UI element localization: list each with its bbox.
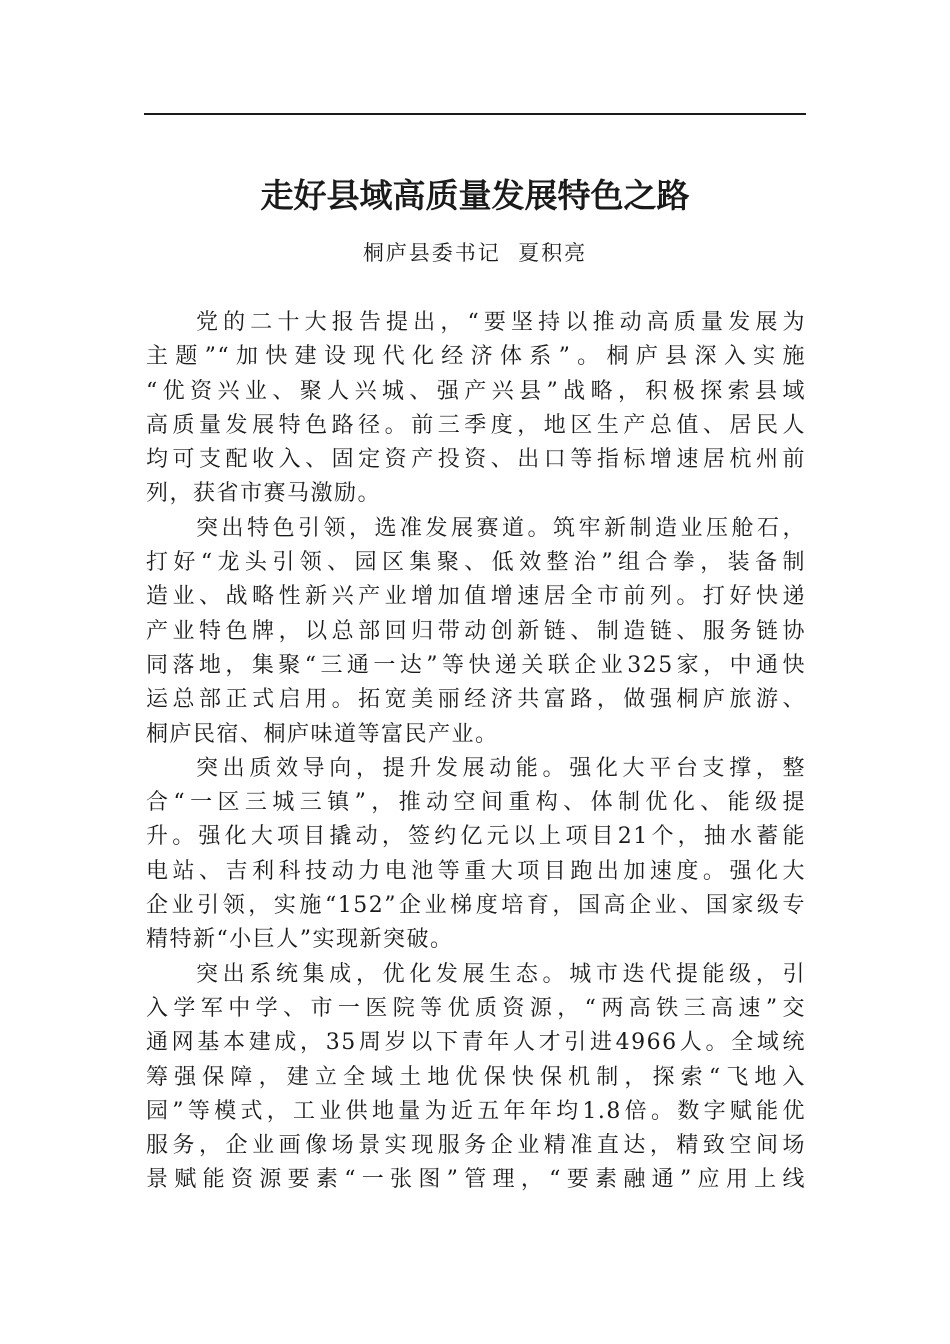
text-line: 入学军中学、市一医院等优质资源，“两高铁三高速”交 (146, 995, 806, 1021)
paragraph-4 (146, 958, 806, 1198)
article-body (146, 306, 806, 1198)
article-title: 走好县域高质量发展特色之路 (260, 176, 690, 215)
text-line: 升。强化大项目撬动，签约亿元以上项目21个，抽水蓄能 (146, 824, 806, 850)
text-line: 精特新“小巨人”实现新突破。 (146, 927, 454, 953)
paragraph-3 (146, 752, 806, 958)
text-line: 园”等模式，工业供地量为近五年年均1.8倍。数字赋能优 (146, 1098, 806, 1124)
paragraph-1 (146, 306, 806, 512)
text-line: 高质量发展特色路径。前三季度，地区生产总值、居民人 (146, 412, 806, 438)
text-line: 筹强保障，建立全域土地优保快保机制，探索“飞地入 (146, 1064, 806, 1090)
text-line: 党的二十大报告提出，“要坚持以推动高质量发展为 (196, 310, 806, 335)
text-line: 同落地，集聚“三通一达”等快递关联企业325家，中通快 (146, 652, 806, 678)
text-line: 服务，企业画像场景实现服务企业精准直达，精致空间场 (146, 1133, 806, 1159)
text-line: 造业、战略性新兴产业增加值增速居全市前列。打好快递 (146, 584, 806, 610)
header-rule (144, 113, 806, 115)
text-line: 产业特色牌，以总部回归带动创新链、制造链、服务链协 (146, 618, 806, 644)
text-line: 合“一区三城三镇”，推动空间重构、体制优化、能级提 (146, 790, 806, 816)
text-line: 突出系统集成，优化发展生态。城市迭代提能级，引 (196, 961, 806, 987)
text-line: 突出质效导向，提升发展动能。强化大平台支撑，整 (196, 755, 806, 781)
text-line: 突出特色引领，选准发展赛道。筑牢新制造业压舱石， (196, 515, 806, 541)
text-line: 均可支配收入、固定资产投资、出口等指标增速居杭州前 (146, 447, 806, 473)
text-line: 主题”“加快建设现代化经济体系”。桐庐县深入实施 (146, 344, 806, 370)
text-line: 打好“龙头引领、园区集聚、低效整治”组合拳，装备制 (146, 550, 806, 576)
text-line: 电站、吉利科技动力电池等重大项目跑出加速度。强化大 (146, 858, 806, 884)
text-line: 列，获省市赛马激励。 (146, 481, 382, 507)
text-line: 通网基本建成，35周岁以下青年人才引进4966人。全域统 (146, 1030, 806, 1056)
text-line: 企业引领，实施“152”企业梯度培育，国高企业、国家级专 (146, 893, 806, 919)
author-byline: 桐庐县委书记 夏积亮 (362, 241, 588, 265)
paragraph-2 (146, 512, 806, 752)
text-line: 景赋能资源要素“一张图”管理，“要素融通”应用上线 (146, 1167, 806, 1193)
text-line: “优资兴业、聚人兴城、强产兴县”战略，积极探索县域 (146, 378, 806, 404)
text-line: 桐庐民宿、桐庐味道等富民产业。 (146, 721, 499, 747)
text-line: 运总部正式启用。拓宽美丽经济共富路，做强桐庐旅游、 (146, 687, 806, 713)
